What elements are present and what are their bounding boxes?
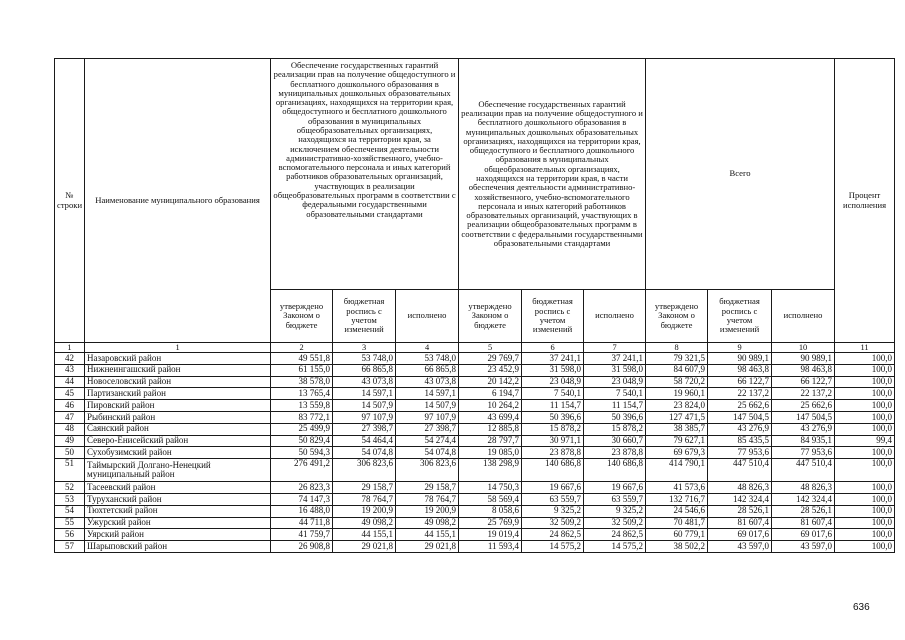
value-cell: 41 759,7 bbox=[271, 529, 333, 541]
municipality-name: Рыбинский район bbox=[85, 412, 271, 424]
row-number: 42 bbox=[55, 353, 85, 365]
row-number: 55 bbox=[55, 517, 85, 529]
value-cell: 28 526,1 bbox=[772, 505, 835, 517]
value-cell: 26 908,8 bbox=[271, 541, 333, 553]
column-number: 3 bbox=[333, 343, 396, 353]
value-cell: 10 264,2 bbox=[459, 400, 522, 412]
column-numbers-row bbox=[55, 343, 895, 353]
row-number: 52 bbox=[55, 482, 85, 494]
table-row bbox=[55, 423, 895, 435]
value-cell: 54 464,4 bbox=[333, 435, 396, 447]
table-row bbox=[55, 400, 895, 412]
value-cell: 38 385,7 bbox=[646, 423, 708, 435]
value-cell: 19 200,9 bbox=[396, 505, 459, 517]
value-cell: 14 507,9 bbox=[396, 400, 459, 412]
value-cell: 14 597,1 bbox=[333, 388, 396, 400]
value-cell: 100,0 bbox=[835, 505, 895, 517]
header-budget: бюджетная роспись с учетом изменений bbox=[708, 290, 772, 343]
value-cell: 100,0 bbox=[835, 400, 895, 412]
table-row bbox=[55, 435, 895, 447]
value-cell: 48 826,3 bbox=[772, 482, 835, 494]
municipality-name: Партизанский район bbox=[85, 388, 271, 400]
value-cell: 44 711,8 bbox=[271, 517, 333, 529]
table-row bbox=[55, 353, 895, 365]
value-cell: 25 499,9 bbox=[271, 423, 333, 435]
value-cell: 48 826,3 bbox=[708, 482, 772, 494]
value-cell: 14 597,1 bbox=[396, 388, 459, 400]
value-cell: 54 074,8 bbox=[396, 447, 459, 459]
value-cell: 100,0 bbox=[835, 482, 895, 494]
column-number: 6 bbox=[522, 343, 584, 353]
value-cell: 100,0 bbox=[835, 412, 895, 424]
value-cell: 100,0 bbox=[835, 517, 895, 529]
row-number: 49 bbox=[55, 435, 85, 447]
value-cell: 11 154,7 bbox=[522, 400, 584, 412]
value-cell: 54 074,8 bbox=[333, 447, 396, 459]
value-cell: 60 779,1 bbox=[646, 529, 708, 541]
value-cell: 37 241,1 bbox=[584, 353, 646, 365]
value-cell: 132 716,7 bbox=[646, 494, 708, 506]
value-cell: 27 398,7 bbox=[396, 423, 459, 435]
value-cell: 49 551,8 bbox=[271, 353, 333, 365]
column-number: 8 bbox=[646, 343, 708, 353]
header-group-2: Обеспечение государственных гарантий реализации прав на получение общедоступного и бесплатного дошкольного образования в муниципальных дошкольных образовательных организациях, находящихся на территории края, общедоступного и бесплатного дошкольного образования в муниципальных общеобразовательных организациях, находящихся на территории края, в части обеспечения деятельности административно-хозяйственного, учебно-вспомогательного персонала и иных категорий работников образовательных организаций, участвующих в реализации общеобразовательных программ в соответствии с федеральными государственными образовательными стандартами bbox=[459, 59, 646, 290]
value-cell: 19 667,6 bbox=[584, 482, 646, 494]
column-number: 4 bbox=[396, 343, 459, 353]
value-cell: 90 989,1 bbox=[772, 353, 835, 365]
value-cell: 23 452,9 bbox=[459, 364, 522, 376]
table-row bbox=[55, 505, 895, 517]
header-approved: утверждено Законом о бюджете bbox=[646, 290, 708, 343]
value-cell: 32 509,2 bbox=[584, 517, 646, 529]
value-cell: 38 502,2 bbox=[646, 541, 708, 553]
value-cell: 142 324,4 bbox=[772, 494, 835, 506]
value-cell: 29 158,7 bbox=[396, 482, 459, 494]
value-cell: 147 504,5 bbox=[772, 412, 835, 424]
value-cell: 29 769,7 bbox=[459, 353, 522, 365]
municipality-name: Сухобузимский район bbox=[85, 447, 271, 459]
value-cell: 14 575,2 bbox=[584, 541, 646, 553]
value-cell: 127 471,5 bbox=[646, 412, 708, 424]
value-cell: 49 098,2 bbox=[333, 517, 396, 529]
value-cell: 19 019,4 bbox=[459, 529, 522, 541]
value-cell: 140 686,8 bbox=[522, 459, 584, 482]
table-row bbox=[55, 364, 895, 376]
value-cell: 142 324,4 bbox=[708, 494, 772, 506]
value-cell: 9 325,2 bbox=[522, 505, 584, 517]
value-cell: 77 953,6 bbox=[708, 447, 772, 459]
value-cell: 14 507,9 bbox=[333, 400, 396, 412]
row-number: 54 bbox=[55, 505, 85, 517]
value-cell: 26 823,3 bbox=[271, 482, 333, 494]
value-cell: 29 158,7 bbox=[333, 482, 396, 494]
row-number: 46 bbox=[55, 400, 85, 412]
value-cell: 37 241,1 bbox=[522, 353, 584, 365]
value-cell: 44 155,1 bbox=[396, 529, 459, 541]
municipality-name: Пировский район bbox=[85, 400, 271, 412]
row-number: 47 bbox=[55, 412, 85, 424]
value-cell: 77 953,6 bbox=[772, 447, 835, 459]
value-cell: 81 607,4 bbox=[772, 517, 835, 529]
value-cell: 54 274,4 bbox=[396, 435, 459, 447]
value-cell: 69 017,6 bbox=[772, 529, 835, 541]
value-cell: 43 276,9 bbox=[708, 423, 772, 435]
value-cell: 43 597,0 bbox=[772, 541, 835, 553]
value-cell: 61 155,0 bbox=[271, 364, 333, 376]
value-cell: 100,0 bbox=[835, 494, 895, 506]
value-cell: 49 098,2 bbox=[396, 517, 459, 529]
value-cell: 98 463,8 bbox=[772, 364, 835, 376]
value-cell: 32 509,2 bbox=[522, 517, 584, 529]
value-cell: 27 398,7 bbox=[333, 423, 396, 435]
row-number: 51 bbox=[55, 459, 85, 482]
municipality-name: Туруханский район bbox=[85, 494, 271, 506]
value-cell: 19 667,6 bbox=[522, 482, 584, 494]
column-number: 11 bbox=[835, 343, 895, 353]
value-cell: 100,0 bbox=[835, 459, 895, 482]
value-cell: 140 686,8 bbox=[584, 459, 646, 482]
header-budget: бюджетная роспись с учетом изменений bbox=[333, 290, 396, 343]
value-cell: 12 885,8 bbox=[459, 423, 522, 435]
value-cell: 74 147,3 bbox=[271, 494, 333, 506]
column-number: 9 bbox=[708, 343, 772, 353]
value-cell: 147 504,5 bbox=[708, 412, 772, 424]
value-cell: 23 048,9 bbox=[522, 376, 584, 388]
municipality-name: Саянский район bbox=[85, 423, 271, 435]
value-cell: 15 878,2 bbox=[522, 423, 584, 435]
value-cell: 306 823,6 bbox=[396, 459, 459, 482]
municipality-name: Новоселовский район bbox=[85, 376, 271, 388]
column-number: 1 bbox=[55, 343, 85, 353]
table-body bbox=[55, 353, 895, 553]
value-cell: 97 107,9 bbox=[333, 412, 396, 424]
table-header bbox=[55, 59, 895, 353]
value-cell: 8 058,6 bbox=[459, 505, 522, 517]
value-cell: 7 540,1 bbox=[522, 388, 584, 400]
row-number: 44 bbox=[55, 376, 85, 388]
value-cell: 43 073,8 bbox=[333, 376, 396, 388]
value-cell: 58 720,2 bbox=[646, 376, 708, 388]
value-cell: 100,0 bbox=[835, 423, 895, 435]
value-cell: 276 491,2 bbox=[271, 459, 333, 482]
header-group-1: Обеспечение государственных гарантий реализации прав на получение общедоступного и бесплатного дошкольного образования в муниципальных дошкольных образовательных организациях, находящихся на территории края, общедоступного и бесплатного дошкольного образования в муниципальных общеобразовательных организациях, находящихся на территории края, за исключением обеспечения деятельности административно-хозяйственного, учебно-вспомогательного персонала и иных категорий работников образовательных организаций, участвующих в реализации общеобразовательных программ в соответствии с федеральными государственными образовательными стандартами bbox=[271, 59, 459, 290]
value-cell: 78 764,7 bbox=[333, 494, 396, 506]
value-cell: 15 878,2 bbox=[584, 423, 646, 435]
value-cell: 100,0 bbox=[835, 364, 895, 376]
value-cell: 19 200,9 bbox=[333, 505, 396, 517]
value-cell: 24 862,5 bbox=[522, 529, 584, 541]
value-cell: 50 829,4 bbox=[271, 435, 333, 447]
value-cell: 23 048,9 bbox=[584, 376, 646, 388]
value-cell: 28 526,1 bbox=[708, 505, 772, 517]
value-cell: 100,0 bbox=[835, 376, 895, 388]
value-cell: 100,0 bbox=[835, 529, 895, 541]
value-cell: 79 321,5 bbox=[646, 353, 708, 365]
header-percent: Процент исполнения bbox=[835, 59, 895, 343]
value-cell: 84 607,9 bbox=[646, 364, 708, 376]
value-cell: 23 878,8 bbox=[522, 447, 584, 459]
header-executed: исполнено bbox=[772, 290, 835, 343]
table-row bbox=[55, 529, 895, 541]
value-cell: 78 764,7 bbox=[396, 494, 459, 506]
header-budget: бюджетная роспись с учетом изменений bbox=[522, 290, 584, 343]
value-cell: 50 594,3 bbox=[271, 447, 333, 459]
value-cell: 22 137,2 bbox=[772, 388, 835, 400]
value-cell: 90 989,1 bbox=[708, 353, 772, 365]
table-row bbox=[55, 447, 895, 459]
value-cell: 63 559,7 bbox=[522, 494, 584, 506]
value-cell: 25 662,6 bbox=[772, 400, 835, 412]
municipality-name: Уярский район bbox=[85, 529, 271, 541]
value-cell: 84 935,1 bbox=[772, 435, 835, 447]
value-cell: 9 325,2 bbox=[584, 505, 646, 517]
value-cell: 447 510,4 bbox=[772, 459, 835, 482]
value-cell: 50 396,6 bbox=[584, 412, 646, 424]
value-cell: 98 463,8 bbox=[708, 364, 772, 376]
row-number: 53 bbox=[55, 494, 85, 506]
value-cell: 13 765,4 bbox=[271, 388, 333, 400]
row-number: 56 bbox=[55, 529, 85, 541]
row-number: 57 bbox=[55, 541, 85, 553]
value-cell: 7 540,1 bbox=[584, 388, 646, 400]
table-row bbox=[55, 376, 895, 388]
value-cell: 58 569,4 bbox=[459, 494, 522, 506]
value-cell: 138 298,9 bbox=[459, 459, 522, 482]
municipality-name: Таймырский Долгано-Ненецкий муниципальный район bbox=[85, 459, 271, 482]
value-cell: 53 748,0 bbox=[333, 353, 396, 365]
value-cell: 66 865,8 bbox=[396, 364, 459, 376]
table-row bbox=[55, 412, 895, 424]
table-row bbox=[55, 541, 895, 553]
header-group-total: Всего bbox=[646, 59, 835, 290]
value-cell: 13 559,8 bbox=[271, 400, 333, 412]
value-cell: 29 021,8 bbox=[333, 541, 396, 553]
municipality-name: Северо-Енисейский район bbox=[85, 435, 271, 447]
value-cell: 25 769,9 bbox=[459, 517, 522, 529]
header-row-no: № строки bbox=[55, 59, 85, 343]
header-executed: исполнено bbox=[396, 290, 459, 343]
column-number: 1 bbox=[85, 343, 271, 353]
value-cell: 100,0 bbox=[835, 541, 895, 553]
table-row bbox=[55, 517, 895, 529]
value-cell: 25 662,6 bbox=[708, 400, 772, 412]
value-cell: 100,0 bbox=[835, 388, 895, 400]
value-cell: 69 679,3 bbox=[646, 447, 708, 459]
value-cell: 19 085,0 bbox=[459, 447, 522, 459]
header-name: Наименование муниципального образования bbox=[85, 59, 271, 343]
value-cell: 6 194,7 bbox=[459, 388, 522, 400]
value-cell: 38 578,0 bbox=[271, 376, 333, 388]
value-cell: 83 772,1 bbox=[271, 412, 333, 424]
value-cell: 31 598,0 bbox=[522, 364, 584, 376]
value-cell: 414 790,1 bbox=[646, 459, 708, 482]
value-cell: 70 481,7 bbox=[646, 517, 708, 529]
value-cell: 43 276,9 bbox=[772, 423, 835, 435]
municipality-name: Нижнеингашский район bbox=[85, 364, 271, 376]
header-approved: утверждено Законом о бюджете bbox=[271, 290, 333, 343]
value-cell: 50 396,6 bbox=[522, 412, 584, 424]
row-number: 45 bbox=[55, 388, 85, 400]
value-cell: 30 660,7 bbox=[584, 435, 646, 447]
value-cell: 97 107,9 bbox=[396, 412, 459, 424]
value-cell: 16 488,0 bbox=[271, 505, 333, 517]
value-cell: 24 546,6 bbox=[646, 505, 708, 517]
value-cell: 23 878,8 bbox=[584, 447, 646, 459]
value-cell: 28 797,7 bbox=[459, 435, 522, 447]
value-cell: 100,0 bbox=[835, 447, 895, 459]
column-number: 10 bbox=[772, 343, 835, 353]
municipality-name: Шарыповский район bbox=[85, 541, 271, 553]
municipality-name: Тасеевский район bbox=[85, 482, 271, 494]
value-cell: 53 748,0 bbox=[396, 353, 459, 365]
value-cell: 14 750,3 bbox=[459, 482, 522, 494]
column-number: 2 bbox=[271, 343, 333, 353]
value-cell: 41 573,6 bbox=[646, 482, 708, 494]
row-number: 48 bbox=[55, 423, 85, 435]
value-cell: 43 699,4 bbox=[459, 412, 522, 424]
value-cell: 43 597,0 bbox=[708, 541, 772, 553]
value-cell: 29 021,8 bbox=[396, 541, 459, 553]
column-number: 5 bbox=[459, 343, 522, 353]
value-cell: 24 862,5 bbox=[584, 529, 646, 541]
header-approved: утверждено Законом о бюджете bbox=[459, 290, 522, 343]
column-number: 7 bbox=[584, 343, 646, 353]
value-cell: 43 073,8 bbox=[396, 376, 459, 388]
value-cell: 11 154,7 bbox=[584, 400, 646, 412]
value-cell: 63 559,7 bbox=[584, 494, 646, 506]
value-cell: 31 598,0 bbox=[584, 364, 646, 376]
header-executed: исполнено bbox=[584, 290, 646, 343]
table-row bbox=[55, 388, 895, 400]
value-cell: 66 865,8 bbox=[333, 364, 396, 376]
value-cell: 447 510,4 bbox=[708, 459, 772, 482]
value-cell: 79 627,1 bbox=[646, 435, 708, 447]
row-number: 50 bbox=[55, 447, 85, 459]
value-cell: 30 971,1 bbox=[522, 435, 584, 447]
page-number: 636 bbox=[853, 602, 870, 613]
value-cell: 44 155,1 bbox=[333, 529, 396, 541]
value-cell: 69 017,6 bbox=[708, 529, 772, 541]
value-cell: 11 593,4 bbox=[459, 541, 522, 553]
value-cell: 20 142,2 bbox=[459, 376, 522, 388]
value-cell: 100,0 bbox=[835, 353, 895, 365]
value-cell: 66 122,7 bbox=[772, 376, 835, 388]
municipality-name: Ужурский район bbox=[85, 517, 271, 529]
value-cell: 66 122,7 bbox=[708, 376, 772, 388]
value-cell: 99,4 bbox=[835, 435, 895, 447]
table-row bbox=[55, 459, 895, 482]
value-cell: 14 575,2 bbox=[522, 541, 584, 553]
value-cell: 81 607,4 bbox=[708, 517, 772, 529]
budget-table bbox=[54, 58, 895, 553]
table-row bbox=[55, 482, 895, 494]
value-cell: 23 824,0 bbox=[646, 400, 708, 412]
value-cell: 306 823,6 bbox=[333, 459, 396, 482]
value-cell: 19 960,1 bbox=[646, 388, 708, 400]
value-cell: 22 137,2 bbox=[708, 388, 772, 400]
row-number: 43 bbox=[55, 364, 85, 376]
table-row bbox=[55, 494, 895, 506]
value-cell: 85 435,5 bbox=[708, 435, 772, 447]
municipality-name: Назаровский район bbox=[85, 353, 271, 365]
municipality-name: Тюхтетский район bbox=[85, 505, 271, 517]
